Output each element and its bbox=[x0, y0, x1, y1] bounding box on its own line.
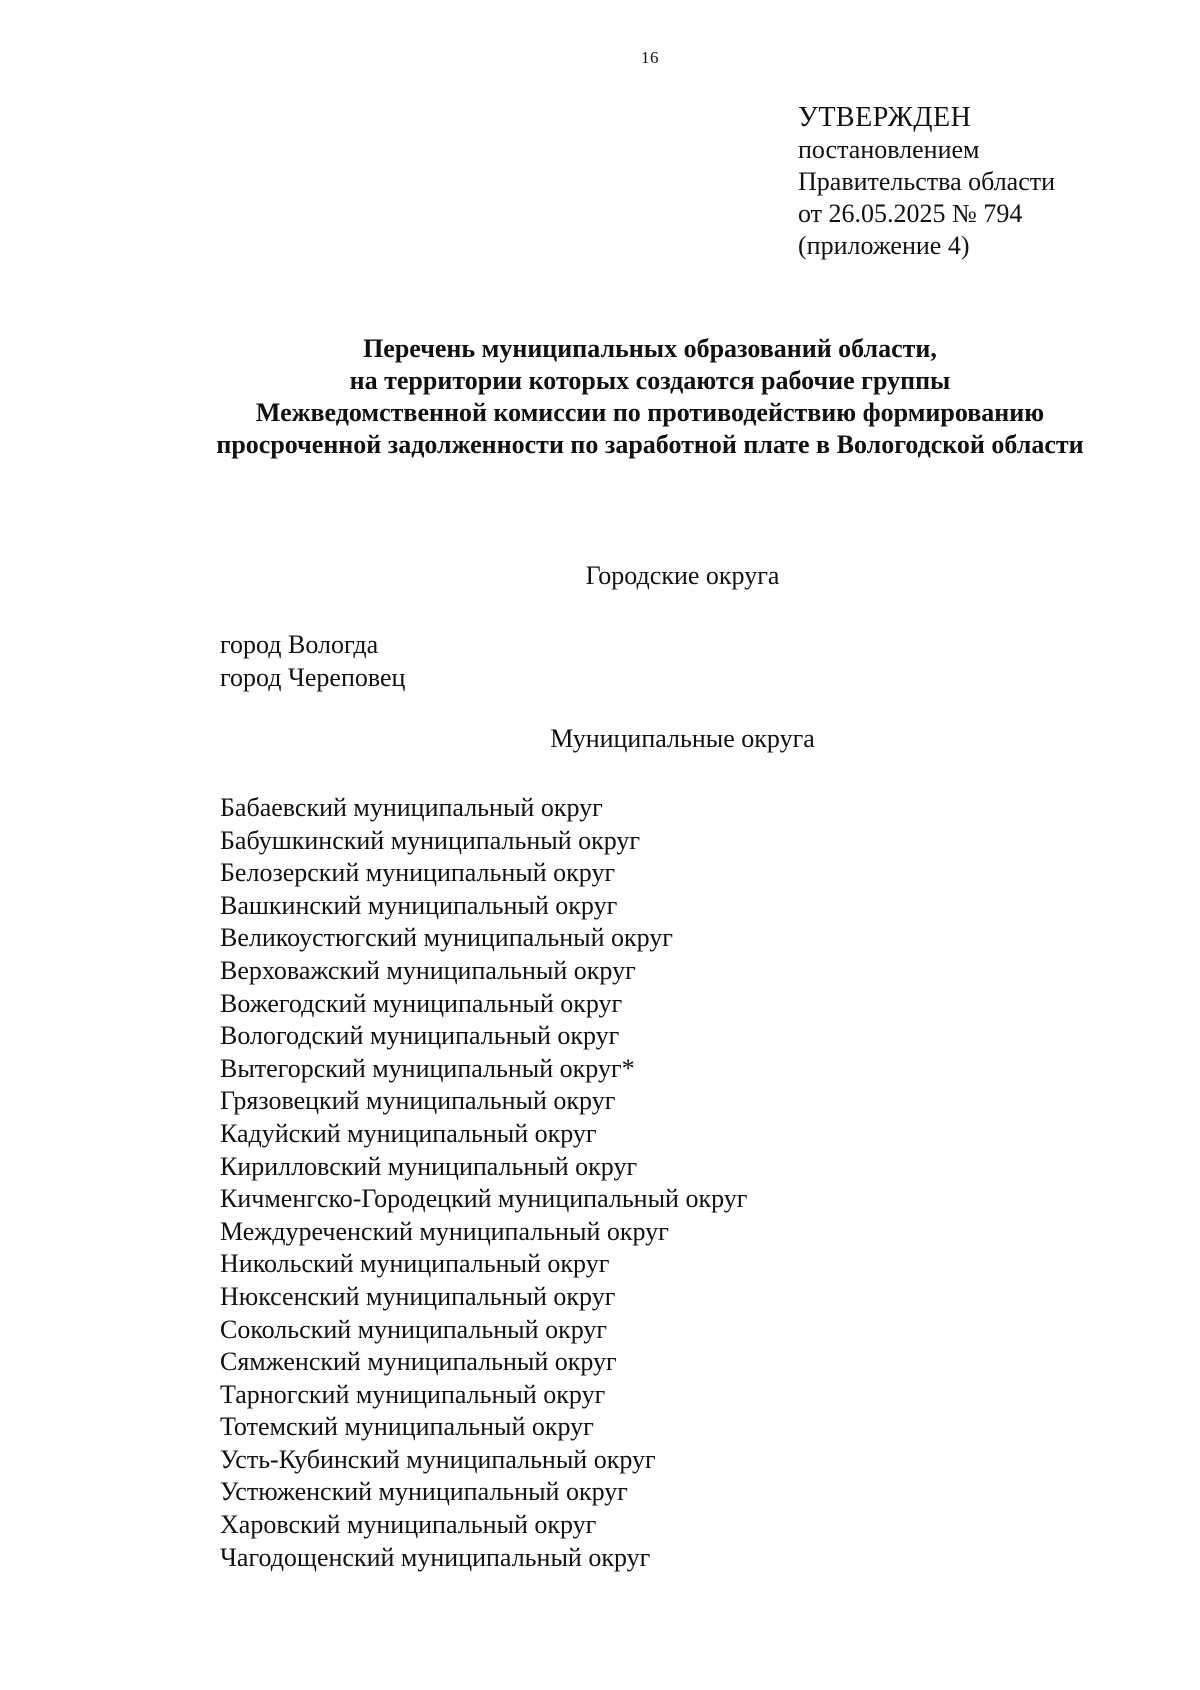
list-item: город Вологда bbox=[220, 630, 379, 659]
approval-approved-word: УТВЕРЖДЕН bbox=[798, 102, 972, 133]
list-item: Нюксенский муниципальный округ bbox=[220, 1281, 616, 1311]
list-item: город Череповец bbox=[220, 662, 406, 692]
list-item: Великоустюгский муниципальный округ bbox=[220, 923, 673, 953]
list-item: Бабаевский муниципальный округ bbox=[220, 793, 603, 822]
list-item: Тарногский муниципальный округ bbox=[220, 1379, 606, 1409]
list-item: Кичменгско-Городецкий муниципальный округ bbox=[220, 1184, 748, 1214]
list-item: Чагодощенский муниципальный округ bbox=[220, 1542, 651, 1572]
municipal-districts-list bbox=[220, 792, 747, 1574]
list-item: Кадуйский муниципальный округ bbox=[220, 1118, 597, 1148]
list-item: Вытегорский муниципальный округ* bbox=[220, 1053, 635, 1083]
document-title bbox=[0, 333, 1200, 461]
list-item: Вожегодский муниципальный округ bbox=[220, 988, 623, 1018]
approval-stamp-block bbox=[798, 102, 1055, 262]
title-line-1: Перечень муниципальных образований области, bbox=[363, 334, 937, 363]
title-line-3: Межведомственной комиссии по противодействию формированию bbox=[255, 398, 1045, 427]
city-districts-list bbox=[220, 629, 405, 694]
list-item: Сямженский муниципальный округ bbox=[220, 1347, 617, 1377]
approval-line-4: (приложение 4) bbox=[798, 231, 970, 260]
section-heading-municipal-districts: Муниципальные округа bbox=[550, 724, 815, 753]
section-heading-city-districts: Городские округа bbox=[585, 561, 780, 590]
list-item: Бабушкинский муниципальный округ bbox=[220, 825, 641, 855]
list-item: Кирилловский муниципальный округ bbox=[220, 1151, 638, 1181]
list-item: Междуреченский муниципальный округ bbox=[220, 1216, 669, 1246]
list-item: Сокольский муниципальный округ bbox=[220, 1314, 608, 1344]
list-item: Никольский муниципальный округ bbox=[220, 1249, 610, 1279]
list-item: Тотемский муниципальный округ bbox=[220, 1412, 594, 1442]
list-item: Белозерский муниципальный округ bbox=[220, 858, 616, 888]
list-item: Устюженский муниципальный округ bbox=[220, 1477, 628, 1507]
title-line-2: на территории которых создаются рабочие группы bbox=[349, 366, 951, 395]
list-item: Вашкинский муниципальный округ bbox=[220, 890, 618, 920]
list-item: Усть-Кубинский муниципальный округ bbox=[220, 1444, 656, 1474]
list-item: Харовский муниципальный округ bbox=[220, 1510, 597, 1540]
list-item: Верховажский муниципальный округ bbox=[220, 955, 636, 985]
approval-line-2: Правительства области bbox=[798, 167, 1056, 196]
list-item: Вологодский муниципальный округ bbox=[220, 1021, 620, 1051]
page-number: 16 bbox=[641, 48, 659, 67]
approval-line-1: постановлением bbox=[798, 135, 980, 164]
approval-line-3: от 26.05.2025 № 794 bbox=[798, 199, 1023, 228]
list-item: Грязовецкий муниципальный округ bbox=[220, 1086, 616, 1116]
title-line-4: просроченной задолженности по заработной плате в Вологодской области bbox=[216, 430, 1084, 459]
